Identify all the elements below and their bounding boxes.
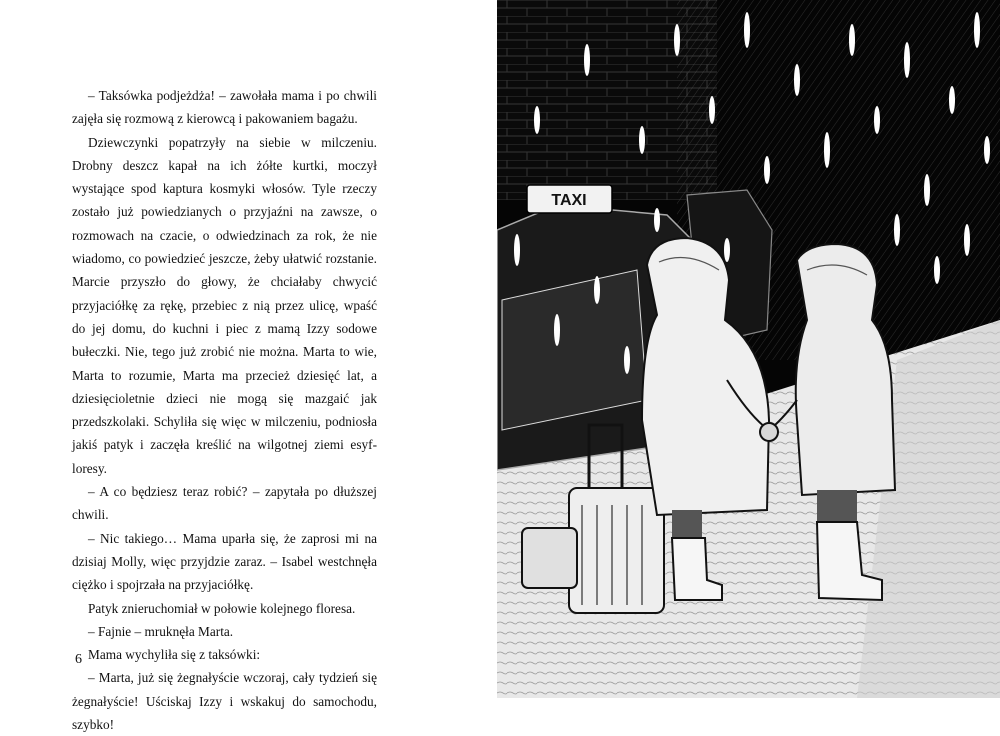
rain-scene-illustration bbox=[497, 0, 1000, 698]
small-bag bbox=[522, 528, 577, 588]
story-text bbox=[72, 84, 377, 736]
page-number: 6 bbox=[75, 652, 82, 667]
left-page bbox=[0, 0, 497, 733]
paragraph: – Fajnie – mruknęła Marta. bbox=[88, 623, 234, 639]
paragraph: – Taksówka podjeżdża! – zawołała mama i po chwili zajęła się rozmową z kierowcą i pakowaniem bagażu. bbox=[72, 88, 377, 127]
illustration bbox=[497, 0, 1000, 698]
paragraph: Patyk znieruchomiał w połowie kolejnego floresa. bbox=[88, 600, 356, 616]
paragraph: – Nic takiego… Mama uparła się, że zaprosi mi na dzisiaj Molly, więc przyjdzie zaraz. – Isabel westchnęła ciężko i spojrzała na przyjaciółkę. bbox=[72, 530, 377, 593]
holding-hands bbox=[760, 423, 778, 441]
taxi-sign-text: TAXI bbox=[551, 192, 587, 209]
paragraph: Dziewczynki popatrzyły na siebie w milczeniu. Drobny deszcz kapał na ich żółte kurtki, moczył wystające spod kaptura kosmyki włosów. Tyle rzeczy zostało już powiedzianych o przyjaźni na zawsze, o rozmowach na czacie, o odwiedzinach za rok, że nie wiadomo, co powiedzieć jeszcze, żeby ułatwić rozstanie. Marcie przyszło do głowy, że chciałaby chwycić przyjaciółkę za rękę, przebiec z nią przez ulicę, wpaść do jej domu, do kuchni i piec z mamą Izzy sodowe bułeczki. Nie, tego już zrobić nie można. Marta to wie, Marta to rozumie, Marta ma przecież dziesięć lat, a dziesięcioletnie dzieci nie mogą się mazgaić jak przedszkolaki. Schyliła się więc w milczeniu, podniosła jakiś patyk i zaczęła kreślić na wilgotnej ziemi esyf-loresy. bbox=[72, 134, 377, 476]
paragraph: – Marta, już się żegnałyście wczoraj, cały tydzień się żegnałyście! Uściskaj Izzy i wskakuj do samochodu, szybko! bbox=[72, 670, 377, 733]
paragraph: – A co będziesz teraz robić? – zapytała po dłuższej chwili. bbox=[72, 484, 377, 523]
suitcase bbox=[569, 488, 664, 613]
paragraph: Mama wychyliła się z taksówki: bbox=[88, 647, 261, 663]
